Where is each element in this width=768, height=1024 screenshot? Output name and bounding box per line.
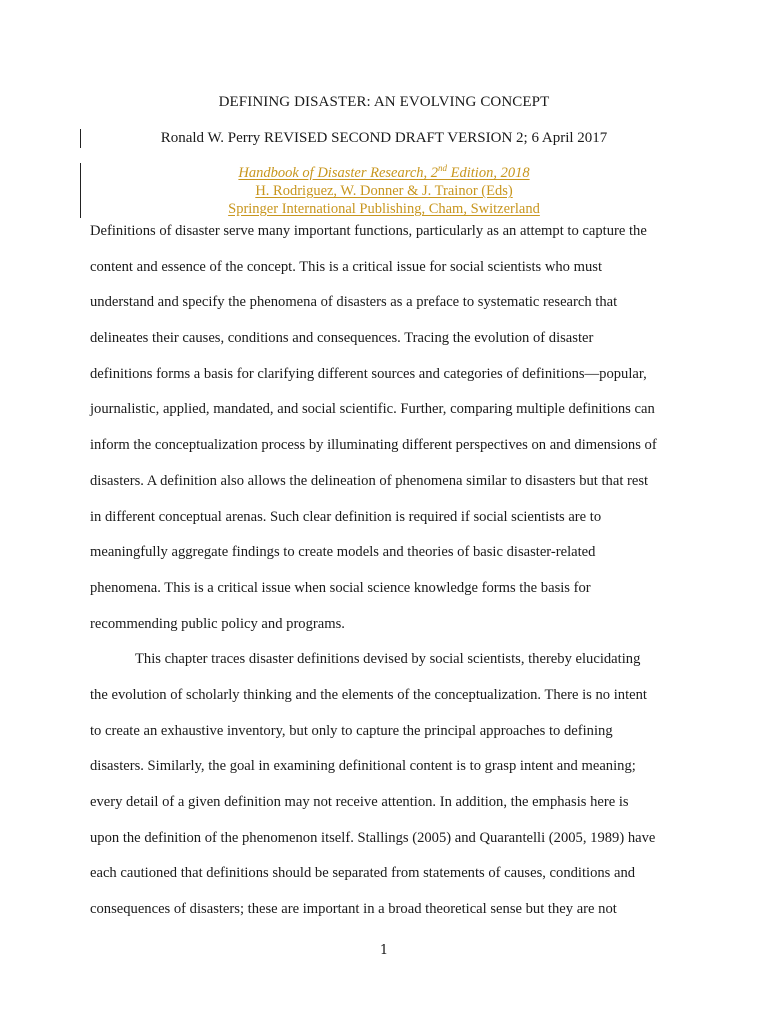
text-line: each cautioned that definitions should be separated from statements of causes, conditions and <box>90 865 636 882</box>
text-line: the evolution of scholarly thinking and the elements of the conceptualization. There is no intent <box>90 686 647 703</box>
text-line: definitions forms a basis for clarifying different sources and categories of definitions—popular, <box>90 365 647 382</box>
author-line: Ronald W. Perry REVISED SECOND DRAFT VERSION 2; 6 April 2017 <box>160 130 608 146</box>
text-line: journalistic, applied, mandated, and social scientific. Further, comparing multiple definitions can <box>90 401 655 418</box>
text-line: meaningfully aggregate findings to create models and theories of basic disaster-related <box>90 544 596 561</box>
text-line: upon the definition of the phenomenon itself. Stallings (2005) and Quarantelli (2005, 1989) have <box>90 829 656 846</box>
text-line: Definitions of disaster serve many important functions, particularly as an attempt to capture the <box>90 223 647 239</box>
paragraph-2 <box>90 642 686 928</box>
text-line: every detail of a given definition may not receive attention. In addition, the emphasis here is <box>90 794 629 810</box>
text-line: phenomena. This is a critical issue when social science knowledge forms the basis for <box>90 579 591 596</box>
text-line: content and essence of the concept. This is a critical issue for social scientists who must <box>90 258 602 275</box>
citation-block <box>0 164 768 218</box>
body-text <box>90 214 686 928</box>
text-line: recommending public policy and programs. <box>90 615 345 632</box>
citation-handbook[interactable] <box>0 164 768 182</box>
text-line: delineates their causes, conditions and consequences. Tracing the evolution of disaster <box>90 330 594 347</box>
citation-editors[interactable] <box>0 182 768 200</box>
document-title: DEFINING DISASTER: AN EVOLVING CONCEPT <box>218 94 550 110</box>
page-number: 1 <box>379 943 389 958</box>
text-line: in different conceptual arenas. Such clear definition is required if social scientists are to <box>90 508 602 525</box>
publisher-text: Springer International Publishing, Cham, Switzerland <box>228 201 540 217</box>
paragraph-1 <box>90 214 686 642</box>
text-line: to create an exhaustive inventory, but only to capture the principal approaches to defining <box>90 722 613 739</box>
edition-superscript: nd <box>438 163 448 174</box>
text-line: consequences of disasters; these are important in a broad theoretical sense but they are not <box>90 901 617 918</box>
text-line: inform the conceptualization process by illuminating different perspectives on and dimensions of <box>90 437 657 454</box>
text-line: disasters. Similarly, the goal in examining definitional content is to grasp intent and meaning; <box>90 758 636 775</box>
handbook-title: Handbook of Disaster Research, 2 <box>238 165 439 181</box>
editors-text: H. Rodriguez, W. Donner & J. Trainor (Eds) <box>255 183 513 199</box>
text-line: understand and specify the phenomena of disasters as a preface to systematic research that <box>90 294 618 311</box>
handbook-edition: Edition, 2018 <box>447 165 530 181</box>
text-line: disasters. A definition also allows the delineation of phenomena similar to disasters but that rest <box>90 472 649 489</box>
text-line: This chapter traces disaster definitions devised by social scientists, thereby elucidating <box>135 651 641 668</box>
